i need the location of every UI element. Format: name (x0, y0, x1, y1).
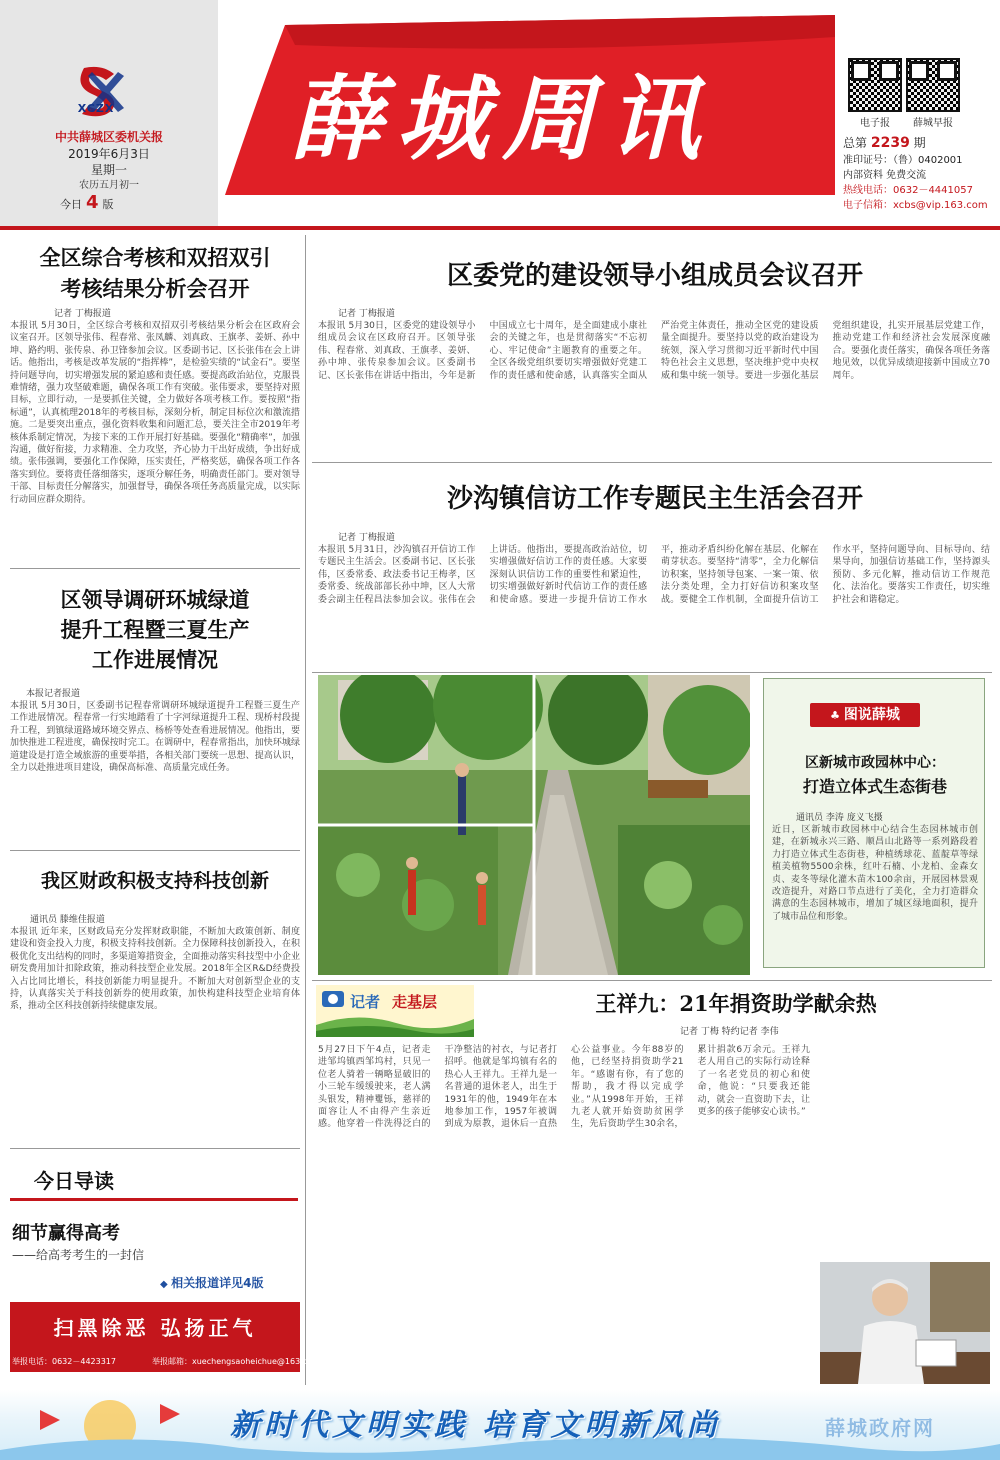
article-6-headline: 王祥九：21年捐资助学献余热 (595, 991, 877, 1016)
preview-rule (10, 1198, 298, 1201)
issue-prefix: 总第 (843, 136, 868, 150)
article-6-byline: 记者 丁梅 特约记者 李伟 (680, 1027, 779, 1037)
section-divider (312, 980, 992, 981)
issue-number (843, 134, 926, 151)
elderly-man-photo (820, 1262, 990, 1384)
masthead (0, 0, 1000, 228)
article-2-body: 本报讯 5月30日，区委党的建设领导小组成员会议在区政府召开。区领导张伟、程春常、刘真政、王旗孝、姜妍、孙中坤、张传泉参加会议。区委副书记、区长张伟在讲话中指出，今年是新中国成立七十周年，是全面建成小康社会的关键之年，也是贯彻落实“不忘初心、牢记使命”主题教育的重要之年。全区各级党组织要切实增强做好党建工作的责任感和使命感，认真落实全面从严治党主体责任，推动全区党的建设质量全面提升。要坚持以党的政治建设为统领，深入学习贯彻习近平新时代中国特色社会主义思想，坚决维护党中央权威和集中统一领导。要进一步强化基层党组织建设，扎实开展基层党建工作，推动党建工作和经济社会发展深度融合。要强化责任落实，确保各项任务落地见效，以优异成绩迎接新中国成立70周年。 (318, 321, 990, 381)
qr-label-epaper: 电子报 (860, 118, 890, 129)
article-5-body: 本报讯 近年来，区财政局充分发挥财政职能，不断加大政策创新、制度建设和资金投入力度，积极支持科技创新。全力保障科技创新投入，在积极优化支出结构的同时，多渠道筹措资金，全面推动落实科技型中小企业研发费用加计扣除政策，推动科技型企业发展。2018年全区R&D经费投入占比同比增长，科技创新能力明显提升。不断加大对创新型企业的支持，认真落实关于科技创新券的使用政策，加快构建科技型企业培育体系，推动全区科技创新持续健康发展。 (10, 927, 300, 1012)
today-page-count: 4 (86, 192, 99, 213)
lunar-date: 农历五月初一 (79, 180, 139, 191)
article-5-byline: 通讯员 滕维佳报道 (30, 915, 105, 925)
article-3-body: 本报讯 5月31日，沙沟镇召开信访工作专题民主生活会。区委副书记、区长张伟，区委常委、政法委书记王梅孝，区委常委、统战部部长孙中坤，区人大常委会副主任程昌法参加会议。张伟在会上讲话。他指出，要提高政治站位，切实增强做好信访工作的责任感。大家要深刻认识信访工作的重要性和紧迫性，切实增强做好新时代信访工作的责任感和使命感。要进一步提升信访工作水平，推动矛盾纠纷化解在基层、化解在萌芽状态。要坚持“清零”，全力化解信访积案，坚持领导包案、一案一策、依法分类处理，全力打好信访积案攻坚战。要健全工作机制，全面提升信访工作水平，坚持问题导向、目标导向、结果导向，加强信访基础工作，坚持源头预防、多元化解，推动信访工作规范化、法治化。要落实工作责任，切实维护社会和谐稳定。 (318, 545, 990, 605)
sponsor: 中共薛城区委机关报 (54, 130, 163, 144)
article-5-headline: 我区财政积极支持科技创新 (40, 870, 269, 892)
preview-title: 今日导读 (34, 1169, 114, 1193)
section-divider (10, 568, 300, 569)
hotline: 热线电话：0632－4441057 (843, 185, 973, 196)
article-1-headline (10, 242, 300, 304)
article-4-title-line1: 区领导调研环城绿道 (60, 587, 250, 612)
qr-code-icon (906, 58, 960, 112)
article-3-byline: 记者 丁梅报道 (338, 533, 395, 543)
today-suffix: 版 (102, 198, 114, 211)
section-divider (312, 672, 992, 673)
article-4-title-line2: 提升工程暨三夏生产 (60, 617, 250, 642)
article-4-body: 本报讯 5月30日，区委副书记程春常调研环城绿道提升工程暨三夏生产工作进展情况。程春常一行实地踏看了十字河绿道提升工程、现桥村段提升工程，到镇绿道路域环境交界点、杨桥等处查看进展情况。他指出，要加快推进工程进度，确保按时完工。在调研中，程春常指出，加快环城绿道建设是打造全域旅游的重要举措，各相关部门要统一思想、提高认识，全力以赴推进项目建设，确保高标准、高质量完成任务。 (10, 701, 300, 774)
anti-crime-email: 举报邮箱：xuechengsaoheichue@163.com (152, 1357, 320, 1366)
article-7-title: 打造立体式生态街巷 (802, 777, 947, 796)
email: 电子信箱：xcbs@vip.163.com (843, 200, 988, 211)
newspaper-title: 薛城周讯 (290, 65, 715, 173)
article-7-byline: 通讯员 李涛 庞义飞摄 (796, 813, 883, 823)
issue-suffix: 期 (913, 136, 926, 150)
article-1-byline: 记者 丁梅报道 (54, 309, 111, 319)
section-divider (10, 1148, 300, 1149)
street-greening-photo (318, 675, 750, 975)
preview-page-link[interactable]: ◆ 相关报道详见4版 (160, 1274, 264, 1291)
article-1-body: 本报讯 5月30日，全区综合考核和双招双引考核结果分析会在区政府会议室召开。区领导张伟、程春常、张凤麟、刘真政、王旗孝、姜妍、孙中坤、路约明、张传泉、孙卫锋参加会议。区委副书记、区长张伟在会上讲话。他指出，考核是改革发展的“指挥棒”，是检验实绩的“试金石”。要坚持问题导向，切实增强发展的紧迫感和责任感。要提高政治站位，克服畏难情绪，强力攻坚破难题，确保各项工作有突破。张伟要求，要坚持对照目标，立即行动，一是要抓住关键，全力做好各项考核工作。要按照“指标通”，认真梳理2018年的考核目标，深刻分析，制定目标位次和激流措施。二是要突出重点，强化资料收集和问题汇总，要关注全市2019年考核体系制定情况，为接下来的工作开展打好基础。要强化“精确率”，加强沟通，做好衔接，力求精准、全力攻坚，齐心协力干出好成绩，争出好成绩。张伟强调，要强化工作保障，压实责任，严格奖惩，确保各项工作各落实到位。要将责任落细落实，逐项分解任务，明确责任部门。要对领导干部、目标责任分解落实，加强督导，确保各项任务高质量完成，以实际行动回应群众期待。 (10, 321, 300, 505)
reporter-label-2: 走基层 (392, 993, 438, 1011)
registration-number: 准印证号：（鲁）0402001 (843, 155, 963, 166)
article-2-headline: 区委党的建设领导小组成员会议召开 (446, 261, 863, 291)
masthead-rule (0, 226, 1000, 230)
column-divider (305, 235, 306, 1385)
reporter-label-1: 记者 (350, 993, 381, 1011)
anti-crime-slogan: 扫黑除恶 弘扬正气 (53, 1316, 257, 1340)
article-1-title-line2: 考核结果分析会召开 (60, 276, 250, 301)
publication-date: 2019年6月3日 (68, 147, 150, 161)
preview-main-title: 细节赢得高考 (12, 1223, 120, 1244)
today-prefix: 今日 (60, 198, 82, 211)
preview-subtitle: ——给高考考生的一封信 (12, 1248, 145, 1262)
reporter-on-ground-badge (316, 985, 474, 1037)
article-7-body: 近日，区新城市政园林中心结合生态园林城市创建，在新城永兴三路、顺昌山北路等一系列路段着力打造立体式生态街巷，种植绣球花、蓝靛草等绿植美植物5500余株，红叶石楠、小龙柏、金森女贞、麦冬等绿化灌木苗木100余亩，开展园林景观改造提升，对路口节点进行了美化，全力打造群众满意的生态园林城市，增加了城区绿地面积，提升了城市品位和形象。 (772, 825, 978, 922)
internal-note: 内部资料 免费交流 (843, 170, 927, 181)
qr-code-icon (848, 58, 902, 112)
anti-crime-phone: 举报电话：0632－4423317 (12, 1357, 116, 1366)
section-divider (10, 850, 300, 851)
article-6-body: 5月27日下午4点，记者走进邹坞镇西邹坞村，只见一位老人骑着一辆略显破旧的小三轮车缓缓驶来，老人满头银发，精神矍铄，慈祥的面容让人不由得产生亲近感。他穿着一件洗得泛白的干净整洁的衬衣，与记者打招呼。他就是邹坞镇有名的热心人王祥九。王祥九是一名普通的退休老人，出生于1931年的他，1949年在本地参加工作，1957年被调到成为原教，退休后一直热心公益事业。今年88岁的他，已经坚持捐资助学21年。“感谢有你，有了您的帮助，我才得以完成学业。”从1998年开始，王祥九老人就开始资助贫困学生，先后资助学生30余名，累计捐款6万余元。王祥九老人用自己的实际行动诠释了一名老党员的初心和使命，他说：“只要我还能动，就会一直资助下去，让更多的孩子能够安心读书。” (318, 1045, 810, 1130)
site-watermark: 薛城政府网 (825, 1416, 935, 1440)
tushuo-tag: ♣ 图说薛城 (810, 703, 920, 727)
article-3-headline: 沙沟镇信访工作专题民主生活会召开 (446, 484, 863, 514)
qr-label-morning: 薛城早报 (913, 118, 953, 129)
article-4-title-line3: 工作进展情况 (92, 647, 218, 672)
logo-text: XCZX (77, 102, 115, 115)
today-pages (60, 192, 114, 213)
article-4-headline (10, 585, 300, 675)
section-divider (312, 462, 992, 463)
issue-value: 2239 (870, 135, 910, 151)
weekday: 星期一 (90, 163, 127, 177)
banner-slogan: 新时代文明实践 培育文明新风尚 (230, 1408, 721, 1443)
article-2-byline: 记者 丁梅报道 (338, 309, 395, 319)
article-1-title-line1: 全区综合考核和双招双引 (39, 245, 271, 270)
article-7-kicker: 区新城市政园林中心： (805, 755, 945, 771)
article-4-byline: 本报记者报道 (26, 689, 81, 699)
